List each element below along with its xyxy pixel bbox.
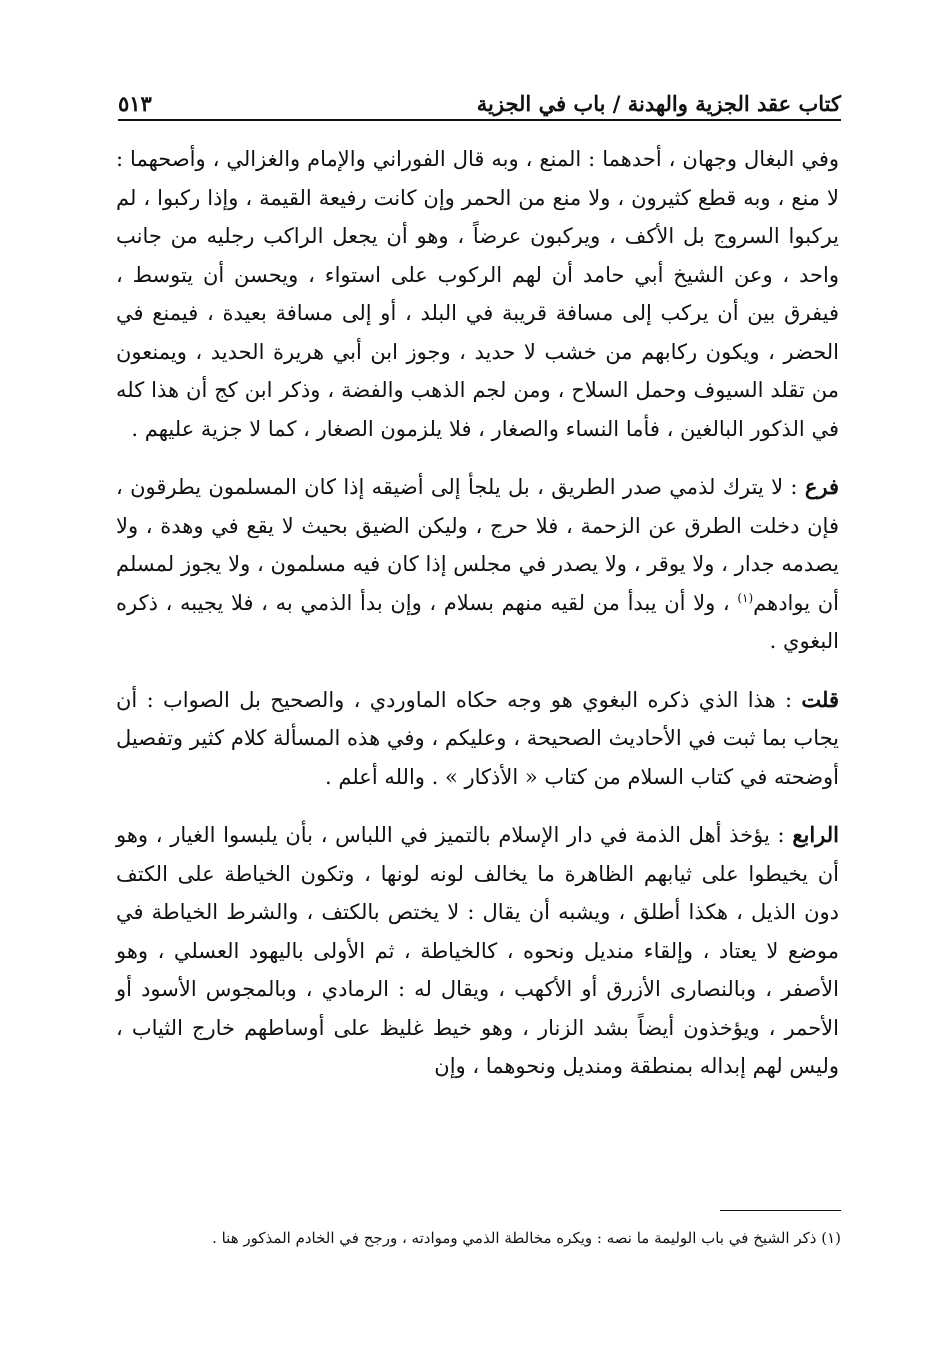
footnote-number: (١) [821,1229,841,1247]
paragraph-mules [116,140,839,448]
paragraph-lead: قلت [801,686,839,712]
page-header [118,76,841,116]
paragraph-text: : لا يترك لذمي صدر الطريق ، بل يلجأ إلى أضيقه إذا كان المسلمون يطرقون ، فإن دخلت الطرق عن الزحمة ، فلا حرج ، وليكن الضيق بحيث لا يقع في وهدة ، ولا يصدمه جدار ، ولا يوقر ، ولا يصدر في مجلس إذا كان فيه مسلمون ، ولا يجوز لمسلم أن يوادهم [116,475,839,615]
paragraph-branch [116,468,839,661]
footnote [116,1226,841,1250]
paragraph-fourth [116,816,839,1086]
footnote-marker[interactable]: (١) [737,590,754,605]
footnote-divider [720,1210,841,1211]
paragraph-lead: فرع [804,474,839,499]
footnote-text: ذكر الشيخ في باب الوليمة ما نصه : ويكره مخالطة الذمي وموادته ، ورجح في الخادم المذكور هنا . [212,1229,822,1247]
paragraph-text: : هذا الذي ذكره البغوي هو وجه حكاه الماوردي ، والصحيح بل الصواب : أن يجاب بما ثبت في الأحاديث الصحيحة ، وعليكم ، وفي هذه المسألة كلام كثير وتفصيل أوضحته في كتاب السلام من كتاب « الأذكار » . والله أعلم . [116,687,839,789]
paragraph-text-tail: ، ولا أن يبدأ من لقيه منهم بسلام ، وإن بدأ الذمي به ، فلا يجيبه ، ذكره البغوي . [116,590,839,653]
running-title: كتاب عقد الجزية والهدنة / باب في الجزية [476,91,841,116]
body-text [116,140,839,1106]
paragraph-text: : يؤخذ أهل الذمة في دار الإسلام بالتميز في اللباس ، بأن يلبسوا الغيار ، وهو أن يخيطوا على ثيابهم الظاهرة ما يخالف لونه لونها ، وتكون الخياطة على الكتف دون الذيل ، هكذا أطلق ، ويشبه أن يقال : لا يختص بالكتف ، والشرط الخياطة في موضع لا يعتاد ، وإلقاء منديل ونحوه ، كالخياطة ، ثم الأولى باليهود العسلي ، وهو الأصفر ، وبالنصارى الأزرق أو الأكهب ، ويقال له : الرمادي ، وبالمجوس الأسود أو الأحمر ، ويؤخذون أيضاً بشد الزنار ، وهو خيط غليظ على أوساطهم خارج الثياب ، وليس لهم إبداله بمنطقة ومنديل ونحوهما ، وإن [116,823,839,1078]
paragraph-qultu [116,681,839,797]
page-number: ٥١٣ [118,91,152,116]
paragraph-lead: الرابع [792,822,839,847]
paragraph-text: وفي البغال وجهان ، أحدهما : المنع ، وبه قال الفوراني والإمام والغزالي ، وأصحهما : لا منع ، وبه قطع كثيرون ، ولا منع من الحمر وإن كانت رفيعة القيمة ، وإذا ركبوا ، لم يركبوا السروج بل الأكف ، ويركبون عرضاً ، وهو أن يجعل الراكب رجليه من جانب واحد ، وعن الشيخ أبي حامد أن لهم الركوب على استواء ، ويحسن أن يتوسط ، فيفرق بين أن يركب إلى مسافة قريبة في البلد ، أو إلى مسافة بعيدة ، فيمنع في الحضر ، ويكون ركابهم من خشب لا حديد ، وجوز ابن أبي هريرة الحديد ، ويمنعون من تقلد السيوف وحمل السلاح ، ومن لجم الذهب والفضة ، وذكر ابن كج أن هذا كله في الذكور البالغين ، فأما النساء والصغار ، فلا يلزمون الصغار ، كما لا جزية عليهم . [116,147,840,441]
header-divider [118,119,841,121]
